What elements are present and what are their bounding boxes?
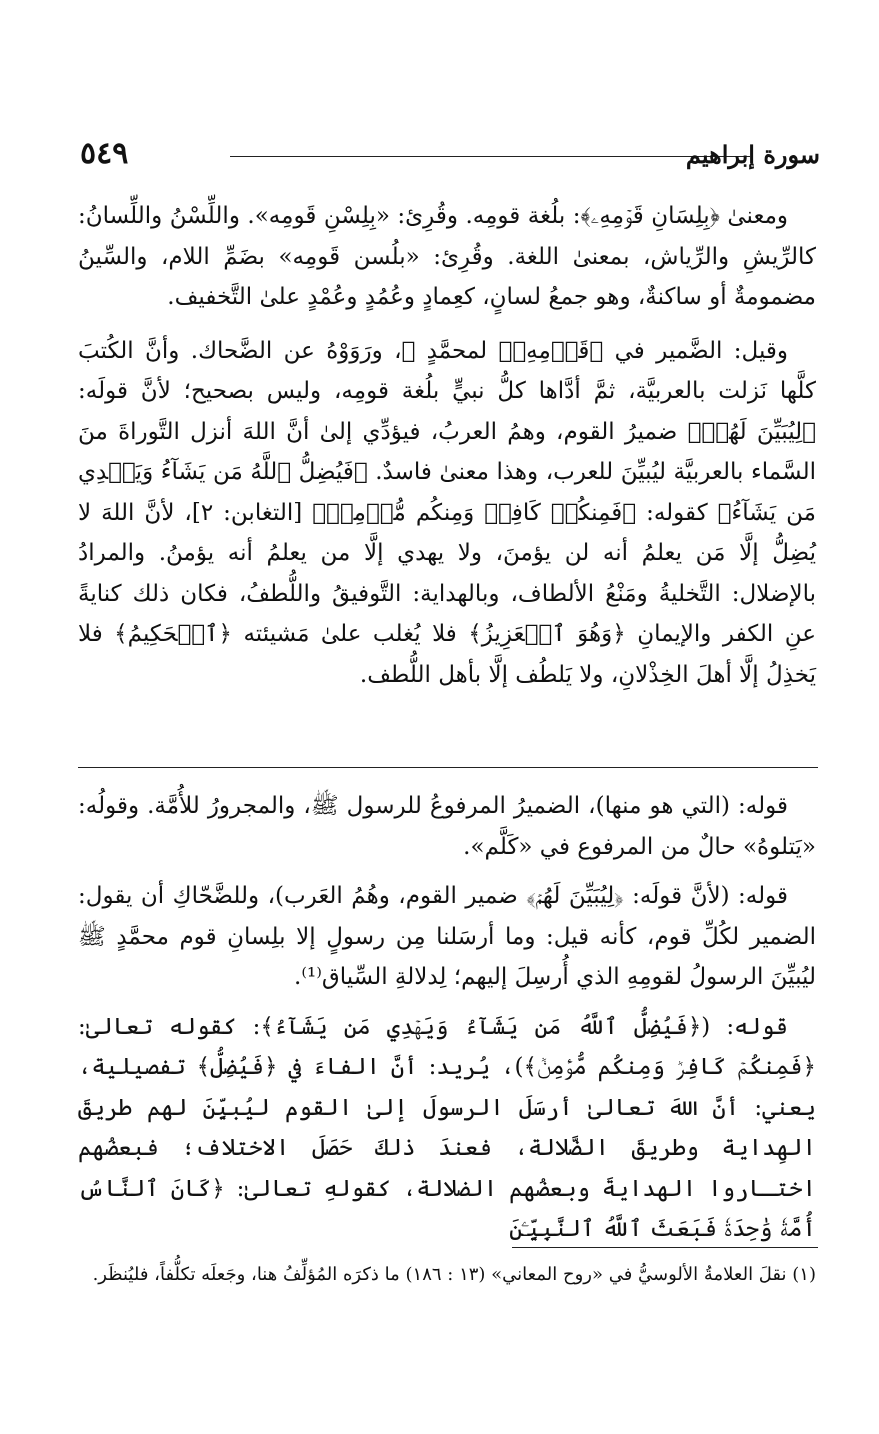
tafsir-text: [78, 196, 816, 695]
tafsir-paragraph: ومعنىٰ ﴿بِلِسَانِ قَوۡمِهِۦ﴾: بلُغة قومِه. وقُرِئ: «بِلِسْنِ قَومِه». واللِّسْنُ واللِّسانُ: كالرِّيشِ والرِّياش، بمعنىٰ اللغة. وقُرِئ: «بلُسن قَومِه» بضَمِّ اللام، والسِّينُ مضمومةٌ أو ساكنةٌ، وهو جمعُ لسانٍ، كعِمادٍ وعُمُدٍ وعُمْدٍ علىٰ التَّخفيف.: [78, 203, 816, 310]
footnote: (١) نقلَ العلامةُ الألوسيُّ في «روح المعاني» (١٣ : ١٨٦) ما ذكرَه المُؤلِّفُ هنا، وجَعلَه تكلُّفاً، فليُنظَر.: [92, 1264, 816, 1285]
tafsir-paragraph: وقيل: الضَّمير في ﴿قَوۡمِهِۦ﴾ لمحمَّدٍ ﷺ، ورَوَوْهُ عن الضَّحاك. وأنَّ الكُتبَ كلَّها نَزلت بالعربيَّة، ثمَّ أدَّاها كلُّ نبيٍّ بلُغة قومِه، وليس بصحيح؛ لأنَّ قولَه: ﴿لِيُبَيِّنَ لَهُمۡ﴾ ضميرُ القوم، وهمُ العربُ، فيؤدِّي إلىٰ أنَّ اللهَ أنزل التَّوراةَ منَ السَّماء بالعربيَّة ليُبيِّنَ للعرب، وهذا معنىٰ فاسدٌ. ﴿فَيُضِلُّ ٱللَّهُ مَن يَشَآءُ وَيَهۡدِي مَن يَشَآءُ﴾ كقوله: ﴿فَمِنكُمۡ كَافِرٞ وَمِنكُم مُّؤۡمِنٞ﴾ [التغابن: ٢]، لأنَّ اللهَ لا يُضِلُّ إلَّا مَن يعلمُ أنه لن يؤمنَ، ولا يهدي إلَّا من يعلمُ أنه يؤمنُ. والمرادُ بالإضلال: التَّخليةُ ومَنْعُ الألطاف، وبالهداية: التَّوفيقُ واللُّطفُ، فكان ذلك كنايةً عنِ الكفر والإيمانِ ﴿وَهُوَ ٱلۡعَزِيزُ﴾ فلا يُغلب علىٰ مَشيئته ﴿ٱلۡحَكِيمُ﴾ فلا يَخذِلُ إلَّا أهلَ الخِذْلانِ، ولا يَلطُف إلَّا بأهل اللُّطف.: [78, 337, 817, 688]
header-rule: [230, 156, 750, 157]
commentary-paragraph: قوله: (﴿فَيُضِلُّ ٱللَّهُ مَن يَشَآءُ وَيَهۡدِي مَن يَشَآءُ﴾: كقوله تعالىٰ: ﴿فَمِنكُمۡ كَافِرٞ وَمِنكُم مُّؤۡمِنٞ﴾)، يُريد: أنَّ الفاءَ في ﴿فَيُضِلُّ﴾ تفصيلية، يعني: أنَّ اللهَ تعالىٰ أرسَلَ الرسولَ إلىٰ القوم ليُبيِّنَ لهم طريقَ الهِداية وطريقَ الضَّلالة، فعندَ ذلكَ حَصَلَ الاختلاف؛ فبعضُهم اختـاروا الهدايةَ وبعضُهم الضلالة، كقولهِ تعالىٰ: ﴿كَانَ ٱلنَّاسُ أُمَّةٗ وَٰحِدَةٗ فَبَعَثَ ٱللَّهُ ٱلنَّبِيِّـۧنَ: [78, 1013, 816, 1242]
commentary-text: [78, 786, 816, 1250]
surah-title: سورة إبراهيم: [685, 140, 820, 169]
page-number: ٥٤٩: [80, 136, 129, 171]
section-divider: [78, 767, 818, 768]
commentary-paragraph: قوله: (التي هو منها)، الضميرُ المرفوعُ للرسول ﷺ، والمجرورُ للأُمَّة. وقولُه: «يَتلوهُ» حالٌ من المرفوع في «كَلَّم».: [78, 793, 816, 860]
page-header: [80, 136, 820, 186]
commentary-paragraph: قوله: (لأنَّ قولَه: ﴿لِيُبَيِّنَ لَهُمۡ﴾ ضمير القوم، وهُمُ العَرب)، وللضَّحّاكِ أن يقول: الضمير لكُلِّ قوم، كأنه قيل: وما أرسَلنا مِن رسولٍ إلا بلِسانِ قوم محمَّدٍ ﷺ ليُبيِّنَ الرسولُ لقومِهِ الذي أُرسِلَ إليهم؛ لِدلالةِ السِّياق⁽¹⁾.: [78, 883, 816, 990]
footnote-rule: [512, 1247, 818, 1248]
